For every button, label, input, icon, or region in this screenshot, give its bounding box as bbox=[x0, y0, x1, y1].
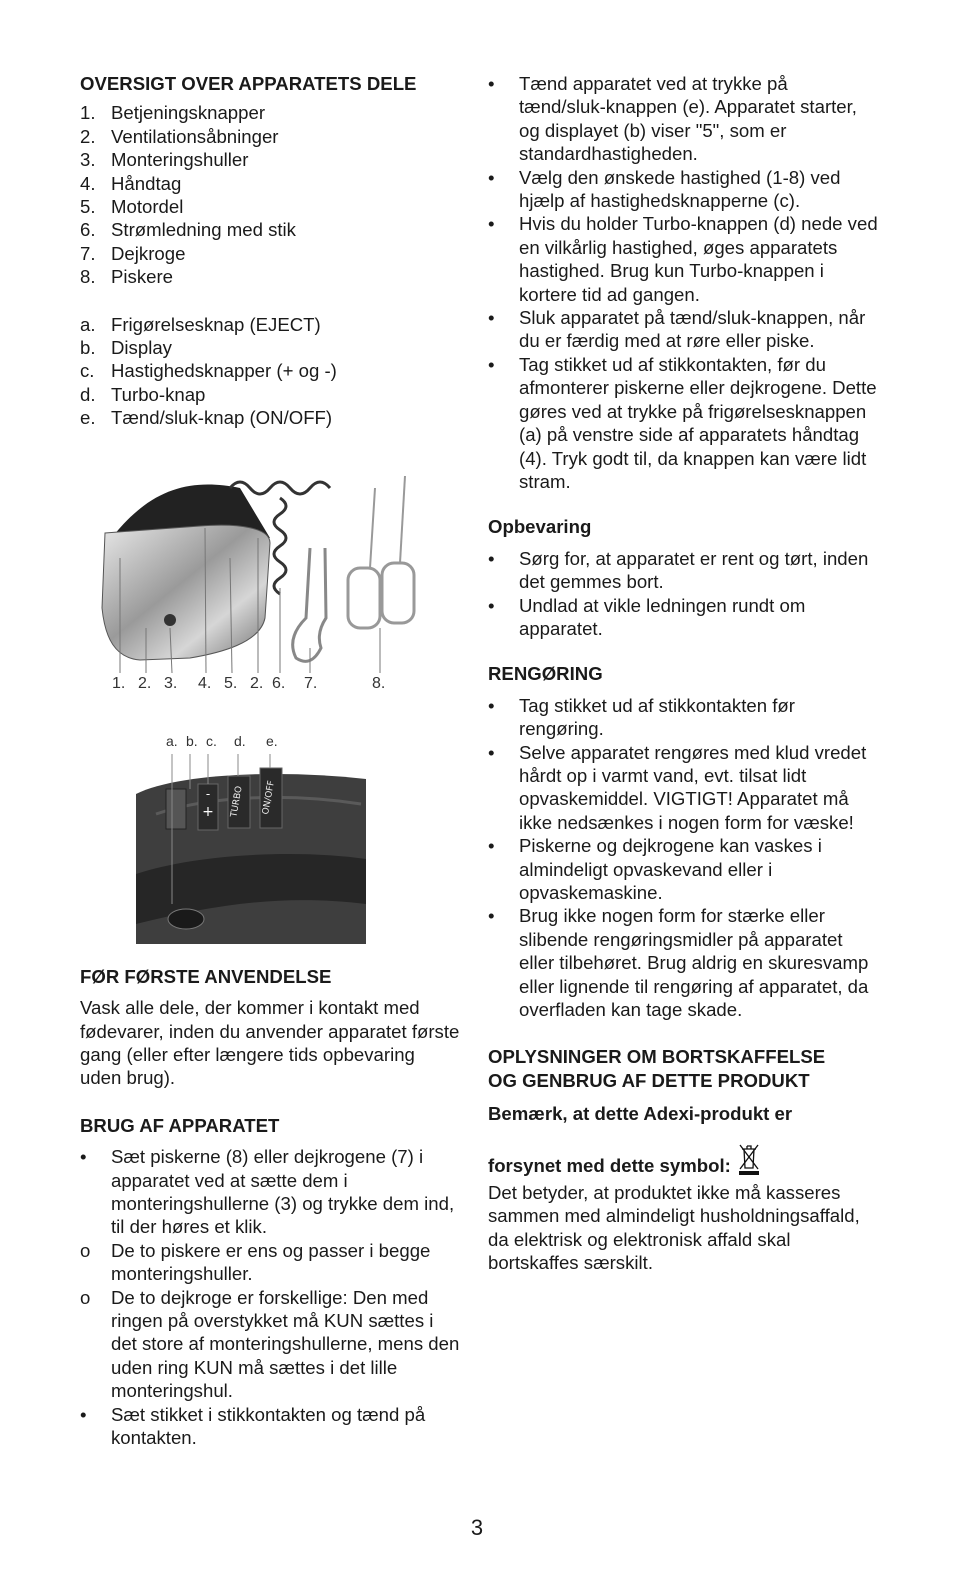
list-item: • Sørg for, at apparatet er rent og tørt, inden det gemmes bort. bbox=[488, 547, 869, 593]
usage-list-continued bbox=[488, 72, 878, 493]
turbo-button-label: TURBO bbox=[229, 784, 245, 818]
mixer-parts-figure bbox=[80, 468, 460, 698]
left-column bbox=[80, 72, 460, 1449]
list-item: • Selve apparatet rengøres med klud vredet hårdt op i varmt vand, evt. tilsat lidt opvaskemiddel. VIGTIGT! Apparatet må ikke nedsænkes i nogen form for væske! bbox=[488, 741, 867, 833]
controls-list bbox=[80, 313, 460, 430]
usage-list bbox=[80, 1145, 460, 1449]
list-item: c. Hastighedsknapper (+ og -) bbox=[80, 360, 337, 382]
callout-label: 6. bbox=[272, 674, 286, 692]
disposal-notice-text: forsynet med dette symbol: bbox=[488, 1154, 731, 1176]
list-item: 8. Piskere bbox=[80, 266, 174, 288]
list-item: • Undlad at vikle ledningen rundt om apparatet. bbox=[488, 594, 806, 639]
callout-label: 4. bbox=[198, 674, 212, 692]
usage-heading: BRUG AF APPARATET bbox=[80, 1114, 280, 1136]
list-item: • Piskerne og dejkrogene kan vaskes i almindeligt opvaskevand eller i opvaskemaskine. bbox=[488, 835, 822, 903]
disposal-notice-line1: Bemærk, at dette Adexi-produkt er bbox=[488, 1103, 793, 1125]
cleaning-list bbox=[488, 694, 878, 1022]
callout-label: 3. bbox=[164, 674, 178, 692]
list-item: b. Display bbox=[80, 337, 172, 359]
plus-button-label: + bbox=[202, 803, 214, 820]
first-use-text: Vask alle dele, der kommer i kontakt med fødevarer, inden du anvender apparatet første gang (eller efter længere tids opbevaring uden brug). bbox=[80, 997, 460, 1089]
overview-heading: OVERSIGT OVER APPARATETS DELE bbox=[80, 73, 417, 94]
storage-list bbox=[488, 547, 878, 641]
list-item: • Hvis du holder Turbo-knappen (d) nede ved en vilkårlig hastighed, øges apparatets hastighed. Brug kun Turbo-knappen i kortere tid ad gangen. bbox=[488, 213, 878, 305]
list-item: • Tag stikket ud af stikkontakten, før du afmonterer piskerne eller dejkrogene. Dette gøres ved at trykke på frigørelsesknappen (a) på venstre side af apparatets håndtag (4). Tryk godt til, da knappen kan være lidt stram. bbox=[488, 353, 877, 492]
disposal-heading-line1: OPLYSNINGER OM BORTSKAFFELSE bbox=[488, 1046, 826, 1068]
callout-label: 2. bbox=[138, 674, 152, 692]
disposal-text: Det betyder, at produktet ikke må kasseres sammen med almindeligt husholdningsaffald, da elektrisk og elektronisk affald skal bortskaffes særskilt. bbox=[488, 1182, 860, 1274]
minus-button-label: - bbox=[205, 786, 211, 801]
list-item: 5. Motordel bbox=[80, 196, 184, 218]
list-item: • Sluk apparatet på tænd/sluk-knappen, når du er færdig med at røre eller piske. bbox=[488, 307, 866, 352]
list-item: • Tænd apparatet ved at trykke på tænd/sluk-knappen (e). Apparatet starter, og displayet (b) viser "5", som er standardhastigheden. bbox=[488, 73, 857, 165]
onoff-button-label: ON/OFF bbox=[261, 779, 277, 816]
list-item: • Brug ikke nogen form for stærke eller slibende rengøringsmidler på apparatet eller tilbehøret. Brug aldrig en skuresvamp eller lignende til rengøring af apparatet, da overfladen kan tage skade. bbox=[488, 905, 869, 1021]
list-item: e. Tænd/sluk-knap (ON/OFF) bbox=[80, 407, 333, 429]
callout-label: 5. bbox=[224, 674, 238, 692]
callout-label: e. bbox=[266, 732, 278, 749]
callout-label: b. bbox=[186, 732, 198, 749]
list-item: • Vælg den ønskede hastighed (1-8) ved hjælp af hastighedsknapperne (c). bbox=[488, 166, 841, 212]
first-use-heading: FØR FØRSTE ANVENDELSE bbox=[80, 965, 332, 987]
list-item: d. Turbo-knap bbox=[80, 383, 206, 405]
storage-heading: Opbevaring bbox=[488, 516, 592, 538]
callout-label: 8. bbox=[372, 674, 386, 692]
list-item: 6. Strømledning med stik bbox=[80, 219, 296, 241]
callout-label: d. bbox=[234, 732, 246, 749]
parts-list bbox=[80, 101, 460, 288]
control-buttons-figure bbox=[136, 732, 366, 947]
list-item: 2. Ventilationsåbninger bbox=[80, 125, 279, 147]
list-item: • Sæt stikket i stikkontakten og tænd på kontakten. bbox=[80, 1403, 426, 1448]
disposal-notice-line2 bbox=[488, 1142, 878, 1181]
callout-label: 2. bbox=[250, 674, 264, 692]
callout-label: a. bbox=[166, 732, 178, 749]
page-number: 3 bbox=[470, 1515, 484, 1540]
list-item: o De to piskere er ens og passer i begge monteringshuller. bbox=[80, 1239, 431, 1285]
list-item: 7. Dejkroge bbox=[80, 242, 186, 264]
disposal-heading-line2: OG GENBRUG AF DETTE PRODUKT bbox=[488, 1069, 810, 1091]
list-item: 3. Monteringshuller bbox=[80, 149, 249, 171]
callout-label: 7. bbox=[304, 674, 318, 692]
right-column bbox=[488, 72, 878, 1275]
list-item: 1. Betjeningsknapper bbox=[80, 102, 266, 124]
list-item: • Tag stikket ud af stikkontakten før rengøring. bbox=[488, 694, 795, 740]
callout-label: c. bbox=[206, 732, 217, 749]
list-item: 4. Håndtag bbox=[80, 172, 182, 194]
cleaning-heading: RENGØRING bbox=[488, 663, 603, 685]
disposal-heading bbox=[488, 1045, 878, 1092]
weee-crossed-bin-icon bbox=[737, 1142, 761, 1181]
mixer-controls-illustration bbox=[136, 754, 366, 944]
callout-label: 1. bbox=[112, 674, 126, 692]
list-item: o De to dejkroge er forskellige: Den med ringen på overstykket må KUN sættes i det store af monteringshullerne, mens den uden ring KUN må sættes i det lille monteringshul. bbox=[80, 1286, 460, 1402]
list-item: • Sæt piskerne (8) eller dejkrogene (7) i apparatet ved at sætte dem i monteringshullerne (3) og trykke dem ind, til der høres et klik. bbox=[80, 1146, 455, 1238]
list-item: a. Frigørelsesknap (EJECT) bbox=[80, 313, 321, 335]
mixer-illustration bbox=[80, 468, 460, 698]
